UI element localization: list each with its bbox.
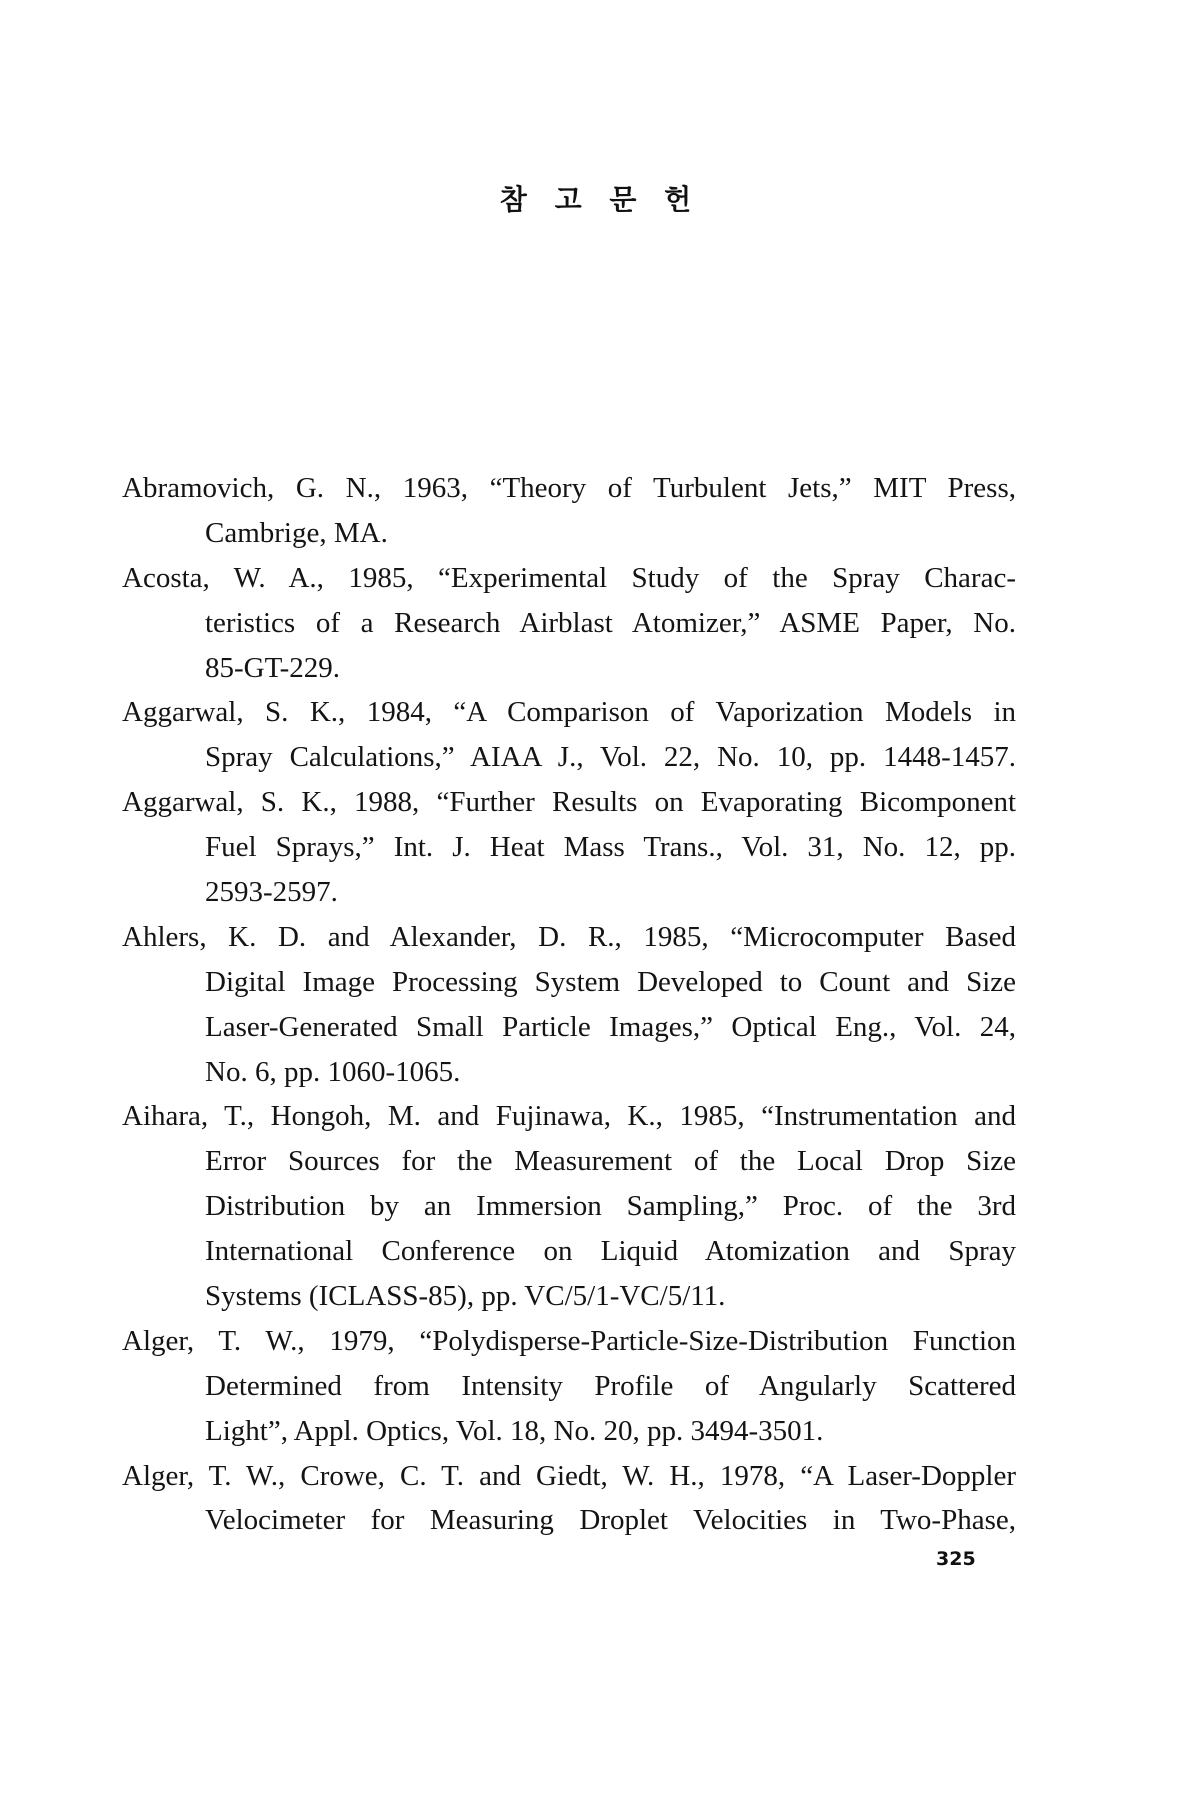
reference-line: Aihara, T., Hongoh, M. and Fujinawa, K., 1985, “Instrumentation and: [122, 1100, 1016, 1133]
reference-line: International Conference on Liquid Atomization and Spray: [205, 1235, 1016, 1268]
reference-line: Velocimeter for Measuring Droplet Velocities in Two-Phase,: [205, 1504, 1016, 1537]
reference-line: Cambrige, MA.: [205, 516, 388, 549]
reference-line: Light”, Appl. Optics, Vol. 18, No. 20, pp. 3494-3501.: [205, 1414, 824, 1447]
reference-entry: [122, 1454, 1016, 1544]
reference-entry: [122, 556, 1016, 691]
reference-entry: [122, 780, 1016, 915]
reference-line: Digital Image Processing System Developed to Count and Size: [205, 965, 1016, 998]
reference-entry: [122, 466, 1016, 556]
reference-line: Fuel Sprays,” Int. J. Heat Mass Trans., Vol. 31, No. 12, pp.: [205, 831, 1016, 864]
reference-line: Aggarwal, S. K., 1988, “Further Results on Evaporating Bicomponent: [122, 786, 1016, 819]
page-number: 325: [936, 1548, 976, 1570]
reference-entry: [122, 915, 1016, 1095]
page-title: 참 고 문 헌: [499, 183, 701, 216]
reference-line: Laser-Generated Small Particle Images,” Optical Eng., Vol. 24,: [205, 1010, 1016, 1043]
reference-line: 2593-2597.: [205, 876, 338, 909]
reference-line: Ahlers, K. D. and Alexander, D. R., 1985, “Microcomputer Based: [122, 920, 1016, 953]
reference-line: teristics of a Research Airblast Atomizer,” ASME Paper, No.: [205, 606, 1016, 639]
reference-line: 85-GT-229.: [205, 651, 341, 684]
reference-line: Alger, T. W., Crowe, C. T. and Giedt, W. H., 1978, “A Laser-Doppler: [122, 1459, 1016, 1492]
reference-line: Spray Calculations,” AIAA J., Vol. 22, No. 10, pp. 1448-1457.: [205, 741, 1016, 774]
reference-line: No. 6, pp. 1060-1065.: [205, 1055, 461, 1088]
reference-line: Distribution by an Immersion Sampling,” Proc. of the 3rd: [205, 1190, 1016, 1223]
reference-line: Abramovich, G. N., 1963, “Theory of Turbulent Jets,” MIT Press,: [122, 472, 1016, 504]
reference-line: Systems (ICLASS-85), pp. VC/5/1-VC/5/11.: [205, 1280, 726, 1313]
reference-line: Alger, T. W., 1979, “Polydisperse-Particle-Size-Distribution Function: [122, 1324, 1016, 1357]
reference-entry: [122, 1319, 1016, 1454]
reference-line: Error Sources for the Measurement of the Local Drop Size: [205, 1145, 1016, 1178]
reference-line: Determined from Intensity Profile of Angularly Scattered: [205, 1369, 1016, 1402]
reference-line: Aggarwal, S. K., 1984, “A Comparison of Vaporization Models in: [122, 696, 1016, 729]
reference-entry: [122, 690, 1016, 780]
reference-list: [122, 466, 1016, 1543]
reference-line: Acosta, W. A., 1985, “Experimental Study of the Spray Charac-: [122, 561, 1016, 594]
reference-entry: [122, 1094, 1016, 1318]
